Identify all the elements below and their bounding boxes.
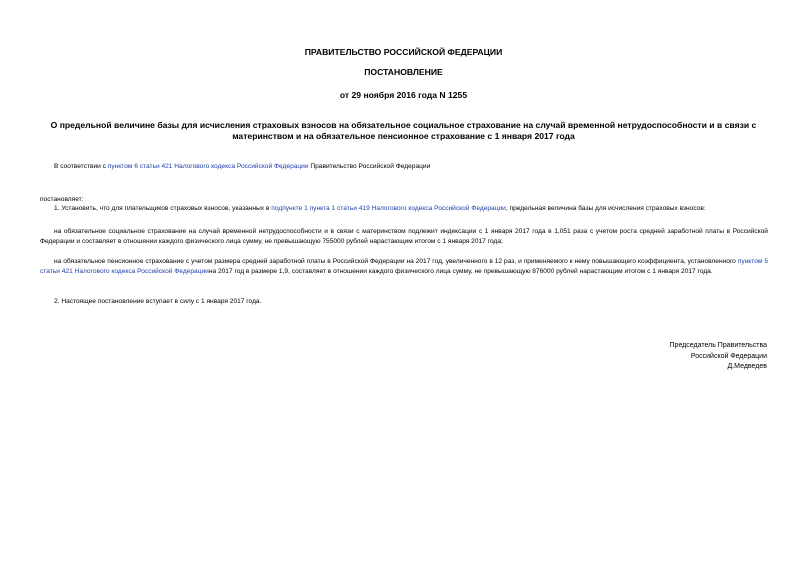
item-1-text-after: , предельная величина базы для исчисления страховых взносов: — [505, 205, 706, 212]
item-1-text-before: 1. Установить, что для плательщиков страховых взносов, указанных в — [54, 205, 272, 212]
item-1 — [40, 204, 768, 214]
item-1-social-insurance: на обязательное социальное страхование на случай временной нетрудоспособности и в связи с материнством подлежит индексации с 1 января 2017 года в 1,051 раза с учетом роста средней заработной платы в Российской Федерации и составляет в отношении каждого физического лица сумму, не превышающую 755000 рублей нарастающим итогом с 1 января 2017 года; — [40, 228, 768, 245]
signature-position: Председатель Правительства — [669, 342, 767, 349]
item-1b-text-before: на обязательное пенсионное страхование с учетом размера средней заработной платы в Российской Федерации на 2017 год, увеличенного в 12 раз, и применяемого к нему повышающего коэффициента, установленного — [54, 258, 738, 265]
item-2: 2. Настоящее постановление вступает в силу с 1 января 2017 года. — [54, 298, 262, 305]
document-title: О предельной величине базы для исчисления страховых взносов на обязательное социальное страхование на случай временной нетрудоспособности и в связи с материнством и на обязательное пенсионное страхование с 1 января 2017 года — [50, 120, 757, 141]
preamble-text-before: В соответствии с — [54, 163, 108, 170]
item-1b-text-after: на 2017 год в размере 1,9, составляет в отношении каждого физического лица сумму, не превышающую 876000 рублей нарастающим итогом с 1 января 2017 года. — [208, 267, 713, 275]
item-1b-law-link[interactable]: пунктом 5 статьи 421 Налогового кодекса Российской Федерации — [40, 258, 768, 275]
signature-block — [670, 341, 767, 373]
signature-country: Российской Федерации — [690, 352, 767, 360]
signature-name: Д.Медведев — [727, 363, 767, 370]
document-type: ПОСТАНОВЛЕНИЕ — [364, 67, 443, 77]
preamble-text-after: Правительство Российской Федерации — [308, 163, 431, 170]
item-1-law-link[interactable]: подпункте 1 пункта 1 статьи 419 Налогового кодекса Российской Федерации — [271, 205, 506, 212]
preamble — [40, 162, 768, 172]
item-1-pension-insurance — [40, 257, 768, 276]
government-heading: ПРАВИТЕЛЬСТВО РОССИЙСКОЙ ФЕДЕРАЦИИ — [304, 47, 503, 57]
document-date: от 29 ноября 2016 года N 1255 — [339, 90, 468, 100]
preamble-law-link[interactable]: пунктом 6 статьи 421 Налогового кодекса Российской Федерации — [107, 163, 309, 170]
decides-line: постановляет: — [40, 196, 84, 203]
